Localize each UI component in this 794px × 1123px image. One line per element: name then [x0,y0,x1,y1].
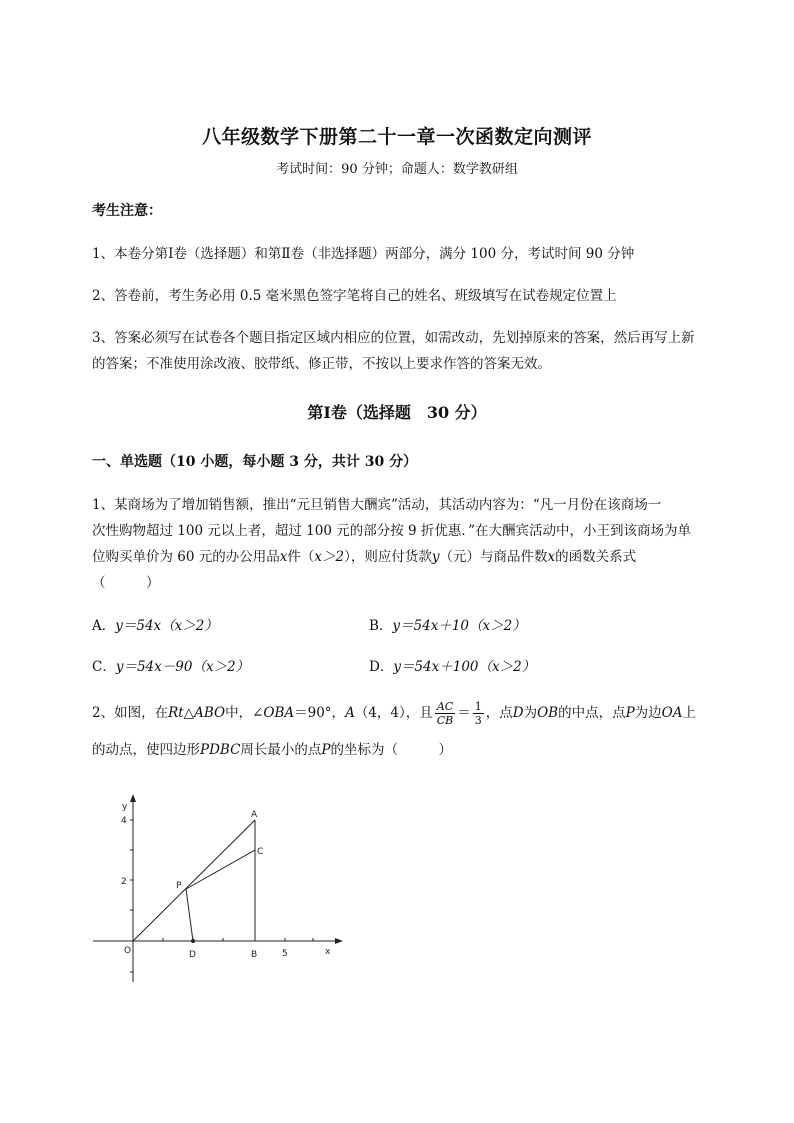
geometry-figure [88,790,350,990]
y-axis-arrow [130,794,136,802]
point-d-label: D [189,950,196,960]
q2-text: 的动点，使四边形 [92,742,200,758]
q2-quadrilateral: PDBC [200,742,241,758]
option-a-expr: y＝54x（x＞2） [115,618,218,634]
option-b-expr: y＝54x＋10（x＞2） [392,618,526,634]
fraction-denominator: 3 [474,714,482,727]
q1-var-x2: x [547,549,556,565]
point-p-label: P [176,881,182,891]
option-c-label: C． [92,659,116,675]
x-axis-arrow [335,938,343,944]
q1-text-e: 的函数关系式 [555,549,637,565]
tick-label-y2: 2 [121,877,127,887]
q2-text: 的中点，点 [558,705,626,721]
notice-item-1: 1、本卷分第Ⅰ卷（选择题）和第Ⅱ卷（非选择题）两部分，满分 100 分，考试时间 90 分钟 [92,246,635,262]
q1-text-c: ），则应付货款 [344,549,432,565]
fraction-one-third [473,700,484,727]
q1-text-d: （元）与商品件数 [439,549,548,565]
point-d-dot [191,939,195,943]
option-c-expr: y＝54x－90（x＞2） [115,659,250,675]
q2-point-p: P [625,705,635,721]
q2-segment-ob: OB [537,705,559,721]
q2-angle: OBA [263,705,295,721]
origin-label: O [124,946,132,956]
q2-point-p: P [321,742,331,758]
question-2-line-2 [92,738,452,758]
option-a-label: A． [92,618,116,634]
q2-text: 为 [523,705,538,721]
q2-segment-oa: OA [661,705,683,721]
tick-label-x5: 5 [282,949,288,959]
option-b-label: B． [369,618,393,634]
segment-oa [133,820,255,941]
part-heading: 一、单选题（10 小题，每小题 3 分，共计 30 分） [92,454,418,470]
q2-text: 为边 [634,705,662,721]
option-d-expr: y＝54x＋100（x＞2） [393,659,536,675]
q2-text: 上 [682,705,696,721]
fraction-numerator: 1 [474,700,482,713]
q2-triangle: Rt△ABO [168,705,226,721]
question-1-answer-blank: （ ） [92,575,160,591]
q2-point-a: A [345,705,355,721]
point-b-label: B [251,950,258,960]
q1-var-y: y [431,549,440,565]
section-title: 第Ⅰ卷（选择题 30 分） [307,403,487,422]
y-axis-label: y [122,802,128,812]
point-c-label: C [257,847,264,857]
q2-text: ，点 [485,705,513,721]
tick-label-y4: 4 [121,816,127,826]
option-c[interactable] [92,655,249,675]
q2-text: ＝ [457,705,471,721]
page-title: 八年级数学下册第二十一章一次函数定向测评 [201,126,592,148]
q2-point-d: D [512,705,524,721]
q2-text: 2、如图，在 [92,705,169,721]
q1-text-b: 件（ [287,549,315,565]
q1-var-x: x [279,549,288,565]
question-1-line-3 [92,545,636,565]
option-d[interactable] [369,655,535,675]
option-d-label: D． [369,659,394,675]
point-a-label: A [251,810,258,820]
notice-heading: 考生注意： [92,203,162,219]
question-1-line-1: 1、某商场为了增加销售额，推出“元旦销售大酬宾”活动，其活动内容为：“凡一月份在该商场一 [92,497,662,513]
question-1-line-2: 次性购物超过 100 元以上者，超过 100 元的部分按 9 折优惠．”在大酬宾活动中，小王到该商场为单 [92,523,692,539]
q2-text: ＝90°， [294,705,346,721]
fraction-ac-cb [435,700,456,727]
segment-pc [186,850,255,889]
q2-text: 中，∠ [225,705,264,721]
segment-pd [186,889,193,941]
q2-text: 周长最小的点 [240,742,322,758]
q2-text: （4，4），且 [354,705,433,721]
x-axis-label: x [325,947,331,957]
fraction-denominator: CB [436,714,454,727]
notice-item-3-line-2: 的答案；不准使用涂改液、胶带纸、修正带，不按以上要求作答的答案无效。 [92,356,551,372]
q2-text: 的坐标为（ ） [330,742,453,758]
q1-text-a: 位购买单价为 60 元的办公用品 [92,549,280,565]
fraction-numerator: AC [435,700,456,714]
notice-item-2: 2、答卷前，考生务必用 0.5 毫米黑色签字笔将自己的姓名、班级填写在试卷规定位置上 [92,288,617,304]
question-2-line-1 [92,700,696,727]
q1-condition: x＞2 [314,549,345,565]
notice-item-3-line-1: 3、答案必须写在试卷各个题目指定区域内相应的位置，如需改动，先划掉原来的答案，然后再写上新 [92,330,695,346]
exam-subtitle: 考试时间：90 分钟；命题人：数学教研组 [276,162,518,177]
option-b[interactable] [369,614,526,634]
option-a[interactable] [92,614,218,634]
